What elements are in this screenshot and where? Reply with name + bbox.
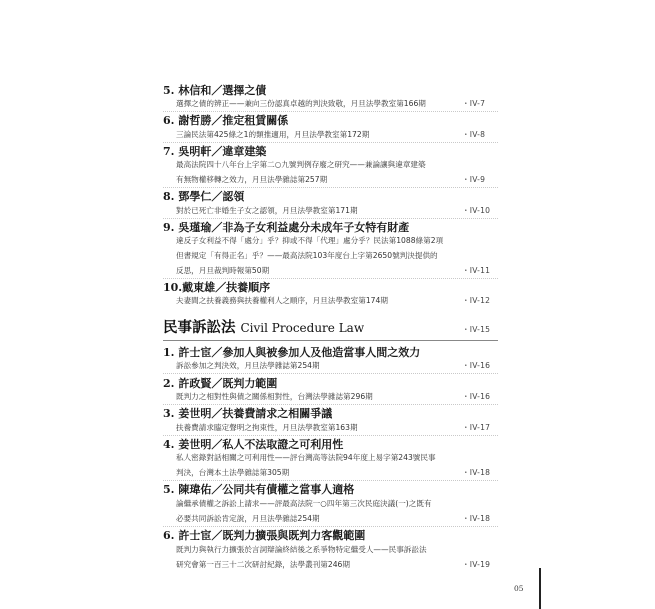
entry-description: 判決，台灣本土法學雜誌第305期 bbox=[176, 468, 290, 477]
entry-title: 10.戴東雄／扶養順序 bbox=[163, 281, 271, 294]
entry-description: 訴訟參加之判決效，月旦法學雜誌第254期 bbox=[176, 361, 320, 370]
entry-title: 7. 吳明軒／違章建築 bbox=[163, 145, 267, 158]
entry-title: 8. 鄧學仁／認領 bbox=[163, 190, 245, 203]
entry-title: 2. 許政賢／既判力範圍 bbox=[163, 377, 278, 390]
entry-description: 論繼承債權之訴訟上請求——評最高法院一○四年第三次民庭決議(一)之既有 bbox=[176, 499, 432, 508]
entry-description: 有無物權移轉之效力，月旦法學雜誌第257期 bbox=[176, 175, 328, 184]
dotted-divider bbox=[163, 373, 498, 374]
section-title-chinese: 民事訴訟法 bbox=[163, 319, 236, 336]
entry-title: 5. 林信和／選擇之債 bbox=[163, 84, 267, 97]
entry-description: 私人密錄對話相關之可利用性——評台灣高等法院94年度上易字第243號民事 bbox=[176, 453, 436, 462]
page-reference: ・IV-7 bbox=[462, 99, 486, 108]
entry-description: 既判力之相對性與債之關係相對性，台灣法學雜誌第296期 bbox=[176, 392, 373, 401]
dotted-divider bbox=[163, 404, 498, 405]
entry-title: 9. 吳瑾瑜／非為子女利益處分未成年子女特有財產 bbox=[163, 221, 410, 234]
dotted-divider bbox=[163, 278, 498, 279]
section-divider bbox=[163, 340, 498, 341]
entry-title: 6. 謝哲勝／推定租賃關係 bbox=[163, 114, 289, 127]
page-reference: ・IV-16 bbox=[462, 392, 491, 401]
section-heading bbox=[163, 319, 364, 337]
margin-bar bbox=[539, 568, 541, 609]
entry-title: 6. 許士宦／既判力擴張與既判力客觀範圍 bbox=[163, 529, 366, 542]
entry-description: 反思，月旦裁判時報第50期 bbox=[176, 266, 270, 275]
dotted-divider bbox=[163, 218, 498, 219]
dotted-divider bbox=[163, 435, 498, 436]
page-reference: ・IV-9 bbox=[462, 175, 486, 184]
entry-title: 3. 姜世明／扶養費請求之相關爭議 bbox=[163, 407, 333, 420]
page-reference: ・IV-19 bbox=[462, 560, 491, 569]
entry-title: 4. 姜世明／私人不法取證之可利用性 bbox=[163, 438, 344, 451]
page-reference: ・IV-12 bbox=[462, 296, 491, 305]
page-reference: ・IV-16 bbox=[462, 361, 491, 370]
section-page-reference: ・IV-15 bbox=[462, 325, 491, 334]
page-number: 05 bbox=[514, 584, 524, 593]
entry-description: 研究會第一百三十二次研討紀錄，法學叢刊第246期 bbox=[176, 560, 350, 569]
entry-description: 最高法院四十八年台上字第二○九號判例存廢之研究——兼論讓與違章建築 bbox=[176, 160, 426, 169]
entry-description: 選擇之債的辨正——兼向三份認真卓越的判決致敬，月旦法學教室第166期 bbox=[176, 99, 426, 108]
entry-description: 必要共同訴訟肯定說，月旦法學雜誌254期 bbox=[176, 514, 320, 523]
dotted-divider bbox=[163, 111, 498, 112]
page-reference: ・IV-10 bbox=[462, 206, 491, 215]
entry-description: 夫妻間之扶養義務與扶養權利人之順序，月旦法學教室第174期 bbox=[176, 296, 388, 305]
entry-title: 1. 許士宦／參加人與被參加人及他造當事人間之效力 bbox=[163, 346, 421, 359]
dotted-divider bbox=[163, 526, 498, 527]
page-reference: ・IV-11 bbox=[462, 266, 491, 275]
entry-description: 但書規定「有得正名」乎？——最高法院103年度台上字第2650號判決提供的 bbox=[176, 251, 438, 260]
dotted-divider bbox=[163, 142, 498, 143]
page-reference: ・IV-8 bbox=[462, 130, 486, 139]
dotted-divider bbox=[163, 480, 498, 481]
entry-description: 既判力與執行力擴張於言詞辯論終結後之系爭物特定繼受人——民事訴訟法 bbox=[176, 545, 427, 554]
entry-description: 三論民法第425條之1的類推適用，月旦法學教室第172期 bbox=[176, 130, 370, 139]
entry-title: 5. 陳瑋佑／公同共有債權之當事人適格 bbox=[163, 483, 355, 496]
page-reference: ・IV-17 bbox=[462, 423, 491, 432]
page-reference: ・IV-18 bbox=[462, 514, 491, 523]
dotted-divider bbox=[163, 187, 498, 188]
page-reference: ・IV-18 bbox=[462, 468, 491, 477]
entry-description: 違反子女利益不得「處分」乎？抑或不得「代理」處分乎？民法第1088條第2項 bbox=[176, 236, 444, 245]
section-title-english: Civil Procedure Law bbox=[240, 321, 365, 335]
entry-description: 對於已死亡非婚生子女之認領，月旦法學教室第171期 bbox=[176, 206, 358, 215]
entry-description: 扶養費請求臨定聲明之拘束性，月旦法學教室第163期 bbox=[176, 423, 358, 432]
